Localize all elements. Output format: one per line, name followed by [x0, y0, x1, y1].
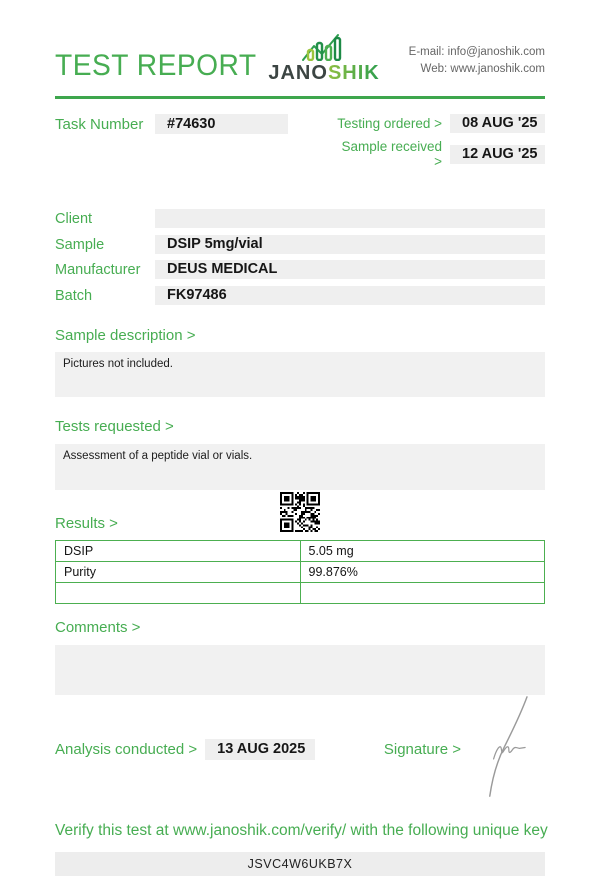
verify-instruction: Verify this test at www.janoshik.com/verify/ with the following unique key	[55, 821, 548, 839]
results-band	[55, 492, 545, 540]
header-divider	[55, 96, 545, 99]
qr-code	[280, 492, 320, 532]
comments-box	[55, 645, 545, 695]
logo-word-dark: JANO	[268, 62, 328, 84]
bar-chart-growth-icon	[300, 33, 348, 61]
result-name: DSIP	[56, 540, 301, 561]
tests-requested-heading: Tests requested >	[55, 417, 174, 435]
comments-heading: Comments >	[55, 618, 141, 636]
email-label: E-mail:	[408, 45, 445, 58]
tests-requested-box: Assessment of a peptide vial or vials.	[55, 444, 545, 490]
dates-block	[332, 114, 545, 175]
sample-received-row	[332, 139, 545, 169]
result-value: 5.05 mg	[300, 540, 545, 561]
result-name	[56, 582, 301, 603]
info-row-manufacturer	[55, 260, 545, 279]
testing-ordered-row	[332, 114, 545, 133]
testing-ordered-value: 08 AUG '25	[450, 114, 545, 133]
header	[55, 33, 545, 83]
table-row	[56, 561, 545, 582]
signature-label: Signature >	[383, 741, 461, 758]
contact-info	[409, 44, 545, 79]
sample-label: Sample	[55, 236, 105, 253]
sample-received-label: Sample received >	[341, 139, 442, 169]
results-table	[55, 540, 545, 604]
sample-received-value: 12 AUG '25	[450, 145, 545, 164]
sample-description-box: Pictures not included.	[55, 352, 545, 397]
info-row-sample	[55, 235, 545, 254]
analysis-section	[55, 739, 545, 761]
client-label: Client	[55, 211, 93, 227]
manufacturer-label: Manufacturer	[55, 262, 141, 278]
sample-info-section	[55, 209, 545, 305]
testing-ordered-label: Testing ordered >	[337, 116, 442, 131]
unique-key-value: JSVC4W6UKB7X	[247, 856, 353, 871]
logo-wordmark	[268, 63, 379, 83]
unique-key-box	[55, 852, 545, 876]
handwritten-signature	[477, 694, 535, 799]
result-value: 99.876%	[300, 561, 545, 582]
task-number-label: Task Number	[55, 116, 144, 133]
sample-value: DSIP 5mg/vial	[155, 235, 545, 254]
web-value: www.janoshik.com	[450, 62, 545, 75]
info-row-batch	[55, 286, 545, 305]
signature-block	[384, 697, 535, 802]
email-value: info@janoshik.com	[447, 45, 545, 58]
table-row	[56, 582, 545, 603]
contact-web-line	[409, 61, 545, 78]
web-label: Web:	[420, 62, 448, 75]
logo-word-green: SHIK	[327, 62, 380, 84]
result-value	[300, 582, 545, 603]
task-section	[55, 114, 545, 175]
analysis-conducted-label: Analysis conducted >	[55, 741, 198, 758]
contact-email-line	[409, 44, 545, 61]
result-name: Purity	[56, 561, 301, 582]
batch-value: FK97486	[155, 286, 545, 305]
manufacturer-value: DEUS MEDICAL	[155, 260, 545, 279]
client-value	[155, 209, 545, 228]
analysis-date-value: 13 AUG 2025	[205, 739, 315, 760]
sample-description-heading: Sample description >	[55, 326, 196, 344]
info-row-client	[55, 209, 545, 228]
task-number-value: #74630	[155, 114, 288, 134]
page-title: TEST REPORT	[55, 49, 257, 82]
janoshik-logo	[268, 33, 379, 83]
table-row	[56, 540, 545, 561]
results-heading: Results >	[55, 514, 118, 532]
batch-label: Batch	[55, 287, 93, 304]
